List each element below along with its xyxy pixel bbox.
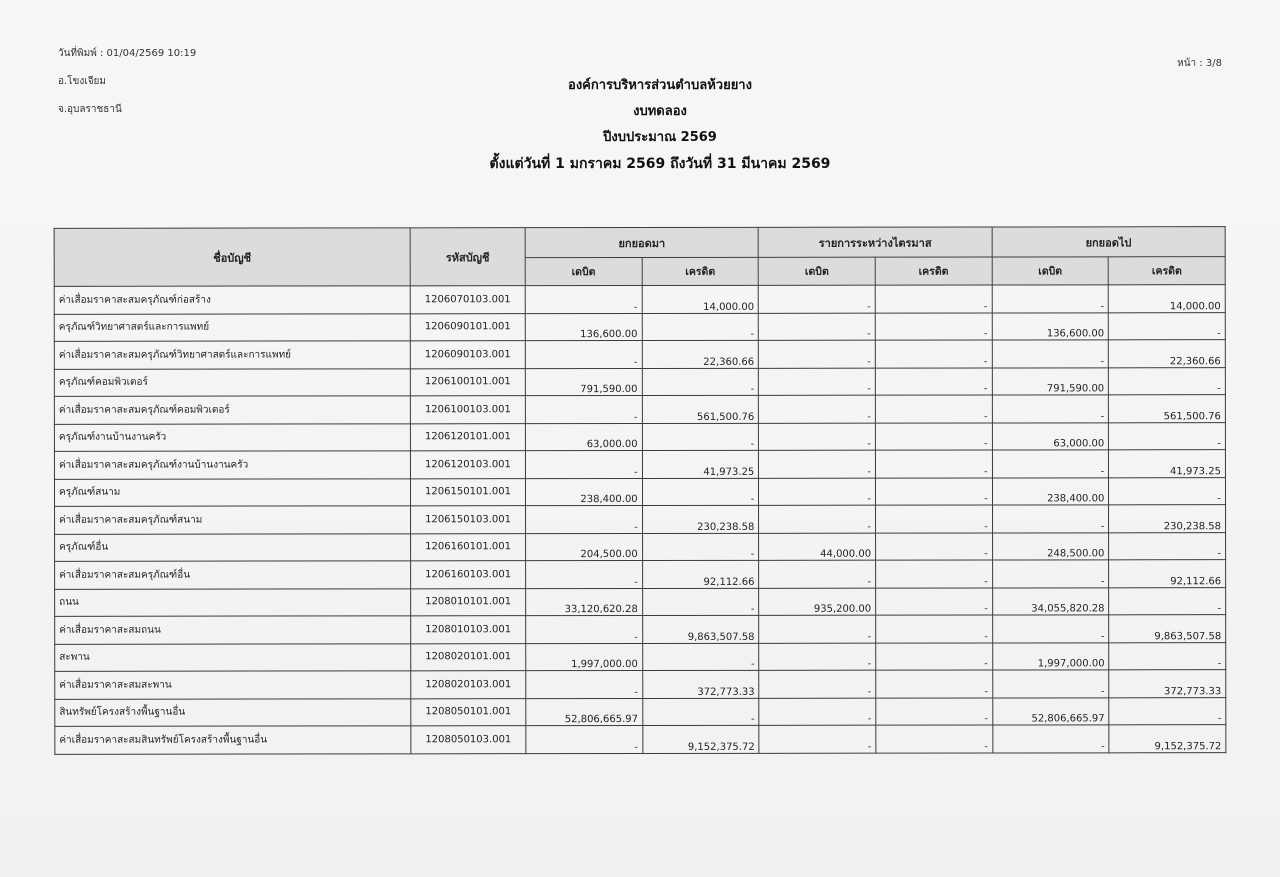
- closing-debit-cell: -: [992, 670, 1109, 698]
- account-name-cell: สะพาน: [55, 643, 411, 671]
- closing-credit-cell: 230,238.58: [1109, 505, 1226, 533]
- account-name-cell: ค่าเสื่อมราคาสะสมครุภัณฑ์งานบ้านงานครัว: [54, 451, 410, 479]
- opening-credit-cell: -: [642, 533, 759, 561]
- quarter-credit-cell: -: [875, 340, 992, 368]
- header-group-quarter: รายการระหว่างไตรมาส: [758, 227, 991, 257]
- quarter-debit-cell: -: [759, 423, 876, 451]
- table-row: [54, 312, 1225, 341]
- quarter-debit-cell: -: [759, 505, 876, 533]
- account-name-cell: ค่าเสื่อมราคาสะสมสินทรัพย์โครงสร้างพื้นฐานอื่น: [55, 726, 411, 754]
- table-row: [55, 670, 1226, 699]
- quarter-credit-cell: -: [876, 533, 993, 561]
- closing-credit-cell: 41,973.25: [1109, 450, 1226, 478]
- closing-credit-cell: 92,112.66: [1109, 560, 1226, 588]
- opening-credit-cell: -: [642, 313, 759, 341]
- account-code-cell: 1206150101.001: [410, 478, 525, 506]
- closing-debit-cell: -: [992, 560, 1109, 588]
- quarter-debit-cell: -: [759, 670, 876, 698]
- quarter-credit-cell: -: [876, 670, 993, 698]
- quarter-credit-cell: -: [876, 725, 993, 753]
- opening-debit-cell: 33,120,620.28: [526, 588, 643, 616]
- quarter-credit-cell: -: [875, 368, 992, 396]
- account-name-cell: ค่าเสื่อมราคาสะสมครุภัณฑ์อื่น: [55, 561, 411, 589]
- account-code-cell: 1208020103.001: [411, 671, 526, 699]
- opening-credit-cell: -: [642, 698, 759, 726]
- opening-credit-cell: -: [642, 423, 759, 451]
- header-account-name: ชื่อบัญชี: [54, 228, 410, 286]
- opening-debit-cell: -: [526, 725, 643, 753]
- header-group-opening: ยกยอดมา: [525, 227, 758, 257]
- account-name-cell: ครุภัณฑ์คอมพิวเตอร์: [54, 368, 410, 396]
- account-name-cell: ถนน: [55, 588, 411, 616]
- closing-debit-cell: 248,500.00: [992, 532, 1109, 560]
- account-name-cell: ค่าเสื่อมราคาสะสมครุภัณฑ์ก่อสร้าง: [54, 286, 410, 314]
- quarter-credit-cell: -: [876, 588, 993, 616]
- opening-debit-cell: 63,000.00: [525, 423, 642, 451]
- table-row: [55, 587, 1226, 616]
- account-name-cell: ค่าเสื่อมราคาสะสมครุภัณฑ์วิทยาศาสตร์และการแพทย์: [54, 341, 410, 369]
- closing-credit-cell: 22,360.66: [1109, 340, 1226, 368]
- header-closing-debit: เดบิต: [992, 257, 1109, 285]
- quarter-credit-cell: -: [876, 698, 993, 726]
- quarter-debit-cell: -: [759, 340, 876, 368]
- quarter-debit-cell: -: [759, 643, 876, 671]
- closing-credit-cell: 561,500.76: [1109, 395, 1226, 423]
- quarter-credit-cell: -: [876, 643, 993, 671]
- table-row: [55, 725, 1226, 754]
- opening-credit-cell: -: [642, 588, 759, 616]
- table-row: [55, 560, 1226, 589]
- header-account-code: รหัสบัญชี: [410, 228, 525, 286]
- opening-debit-cell: 204,500.00: [526, 533, 643, 561]
- header-group-closing: ยกยอดไป: [992, 227, 1225, 257]
- opening-debit-cell: -: [525, 395, 642, 423]
- quarter-debit-cell: 44,000.00: [759, 533, 876, 561]
- table-row: [54, 395, 1225, 424]
- account-name-cell: ครุภัณฑ์งานบ้านงานครัว: [54, 423, 410, 451]
- quarter-debit-cell: -: [759, 313, 876, 341]
- table-row: [54, 450, 1225, 479]
- table-row: [54, 367, 1225, 396]
- quarter-debit-cell: -: [759, 560, 876, 588]
- account-name-cell: ค่าเสื่อมราคาสะสมครุภัณฑ์คอมพิวเตอร์: [54, 396, 410, 424]
- account-name-cell: ค่าเสื่อมราคาสะสมถนน: [55, 616, 411, 644]
- closing-debit-cell: -: [992, 340, 1109, 368]
- opening-debit-cell: -: [525, 450, 642, 478]
- quarter-credit-cell: -: [876, 560, 993, 588]
- district-label: อ.โขงเจียม: [58, 76, 107, 87]
- account-name-cell: ครุภัณฑ์อื่น: [55, 533, 411, 561]
- table-row: [55, 697, 1226, 726]
- quarter-debit-cell: -: [759, 395, 876, 423]
- province-label: จ.อุบลราชธานี: [58, 104, 122, 115]
- opening-debit-cell: 52,806,665.97: [526, 698, 643, 726]
- quarter-debit-cell: -: [759, 615, 876, 643]
- account-name-cell: ครุภัณฑ์วิทยาศาสตร์และการแพทย์: [54, 313, 410, 341]
- account-code-cell: 1208010101.001: [411, 588, 526, 616]
- account-name-cell: สินทรัพย์โครงสร้างพื้นฐานอื่น: [55, 698, 411, 726]
- header-quarter-debit: เดบิต: [759, 257, 876, 285]
- fiscal-year: ปีงบประมาณ 2569: [603, 130, 717, 145]
- closing-credit-cell: -: [1109, 477, 1226, 505]
- closing-debit-cell: -: [992, 285, 1109, 313]
- quarter-debit-cell: -: [759, 725, 876, 753]
- quarter-debit-cell: -: [759, 368, 876, 396]
- closing-debit-cell: -: [992, 395, 1109, 423]
- page-number: หน้า : 3/8: [1177, 58, 1222, 69]
- quarter-credit-cell: -: [875, 450, 992, 478]
- quarter-debit-cell: -: [759, 478, 876, 506]
- closing-credit-cell: -: [1109, 587, 1226, 615]
- opening-credit-cell: 372,773.33: [642, 670, 759, 698]
- closing-credit-cell: -: [1109, 697, 1226, 725]
- opening-credit-cell: 14,000.00: [642, 285, 759, 313]
- closing-debit-cell: 34,055,820.28: [992, 587, 1109, 615]
- opening-debit-cell: -: [525, 285, 642, 313]
- opening-credit-cell: -: [642, 643, 759, 671]
- print-date: วันที่พิมพ์ : 01/04/2569 10:19: [58, 48, 197, 59]
- account-code-cell: 1208050101.001: [411, 698, 526, 726]
- header-opening-debit: เดบิต: [525, 257, 642, 285]
- closing-debit-cell: 52,806,665.97: [992, 697, 1109, 725]
- table-row: [55, 532, 1226, 561]
- opening-credit-cell: 9,152,375.72: [642, 725, 759, 753]
- trial-balance-table: [54, 226, 1227, 754]
- table-row: [54, 285, 1225, 314]
- quarter-credit-cell: -: [875, 395, 992, 423]
- opening-credit-cell: 22,360.66: [642, 340, 759, 368]
- closing-credit-cell: -: [1109, 367, 1226, 395]
- quarter-credit-cell: -: [875, 478, 992, 506]
- account-code-cell: 1206100101.001: [410, 368, 525, 396]
- opening-debit-cell: -: [526, 560, 643, 588]
- org-name: องค์การบริหารส่วนตำบลห้วยยาง: [568, 78, 752, 93]
- opening-credit-cell: 92,112.66: [642, 560, 759, 588]
- quarter-debit-cell: -: [759, 698, 876, 726]
- quarter-debit-cell: 935,200.00: [759, 588, 876, 616]
- account-code-cell: 1208020101.001: [411, 643, 526, 671]
- quarter-debit-cell: -: [759, 450, 876, 478]
- table-header: [54, 227, 1225, 287]
- header-quarter-credit: เครดิต: [875, 257, 992, 285]
- opening-debit-cell: 1,997,000.00: [526, 643, 643, 671]
- report-period: ตั้งแต่วันที่ 1 มกราคม 2569 ถึงวันที่ 31 มีนาคม 2569: [489, 156, 831, 172]
- account-code-cell: 1206150103.001: [411, 506, 526, 534]
- closing-debit-cell: -: [992, 505, 1109, 533]
- opening-credit-cell: 41,973.25: [642, 450, 759, 478]
- opening-debit-cell: 238,400.00: [525, 478, 642, 506]
- closing-debit-cell: 136,600.00: [992, 312, 1109, 340]
- table-row: [54, 340, 1225, 369]
- closing-debit-cell: 238,400.00: [992, 477, 1109, 505]
- closing-debit-cell: -: [992, 615, 1109, 643]
- closing-debit-cell: 63,000.00: [992, 422, 1109, 450]
- account-code-cell: 1206120101.001: [410, 423, 525, 451]
- closing-credit-cell: 372,773.33: [1109, 670, 1226, 698]
- account-code-cell: 1206070103.001: [410, 286, 525, 314]
- account-code-cell: 1206090101.001: [410, 313, 525, 341]
- opening-debit-cell: -: [526, 505, 643, 533]
- table-body: [54, 285, 1226, 754]
- opening-credit-cell: 9,863,507.58: [642, 615, 759, 643]
- table-row: [55, 505, 1226, 534]
- quarter-credit-cell: -: [875, 285, 992, 313]
- report-name: งบทดลอง: [633, 104, 687, 119]
- account-code-cell: 1206090103.001: [410, 341, 525, 369]
- closing-credit-cell: -: [1109, 642, 1226, 670]
- closing-credit-cell: -: [1109, 312, 1226, 340]
- table-row: [54, 477, 1225, 506]
- account-code-cell: 1206160103.001: [411, 561, 526, 589]
- closing-credit-cell: -: [1109, 422, 1226, 450]
- account-name-cell: ค่าเสื่อมราคาสะสมสะพาน: [55, 671, 411, 699]
- closing-credit-cell: 9,152,375.72: [1109, 725, 1226, 753]
- header-closing-credit: เครดิต: [1108, 257, 1225, 285]
- closing-debit-cell: -: [992, 725, 1109, 753]
- opening-debit-cell: 136,600.00: [525, 313, 642, 341]
- opening-debit-cell: -: [525, 340, 642, 368]
- opening-debit-cell: 791,590.00: [525, 368, 642, 396]
- quarter-credit-cell: -: [875, 423, 992, 451]
- report-titles: [440, 76, 880, 180]
- quarter-credit-cell: -: [876, 615, 993, 643]
- account-code-cell: 1206160101.001: [411, 533, 526, 561]
- closing-debit-cell: -: [992, 450, 1109, 478]
- table-row: [55, 615, 1226, 644]
- account-code-cell: 1206120103.001: [410, 451, 525, 479]
- closing-credit-cell: -: [1109, 532, 1226, 560]
- opening-debit-cell: -: [526, 615, 643, 643]
- account-code-cell: 1208050103.001: [411, 726, 526, 754]
- quarter-credit-cell: -: [876, 505, 993, 533]
- closing-credit-cell: 14,000.00: [1109, 285, 1226, 313]
- header-opening-credit: เครดิต: [642, 257, 759, 285]
- closing-credit-cell: 9,863,507.58: [1109, 615, 1226, 643]
- account-code-cell: 1206100103.001: [410, 396, 525, 424]
- account-name-cell: ค่าเสื่อมราคาสะสมครุภัณฑ์สนาม: [55, 506, 411, 534]
- account-name-cell: ครุภัณฑ์สนาม: [54, 478, 410, 506]
- opening-debit-cell: -: [526, 670, 643, 698]
- table-row: [55, 642, 1226, 671]
- opening-credit-cell: -: [642, 478, 759, 506]
- quarter-debit-cell: -: [759, 285, 876, 313]
- closing-debit-cell: 1,997,000.00: [992, 642, 1109, 670]
- quarter-credit-cell: -: [875, 313, 992, 341]
- opening-credit-cell: 561,500.76: [642, 395, 759, 423]
- account-code-cell: 1208010103.001: [411, 616, 526, 644]
- table-row: [54, 422, 1225, 451]
- opening-credit-cell: 230,238.58: [642, 505, 759, 533]
- closing-debit-cell: 791,590.00: [992, 367, 1109, 395]
- opening-credit-cell: -: [642, 368, 759, 396]
